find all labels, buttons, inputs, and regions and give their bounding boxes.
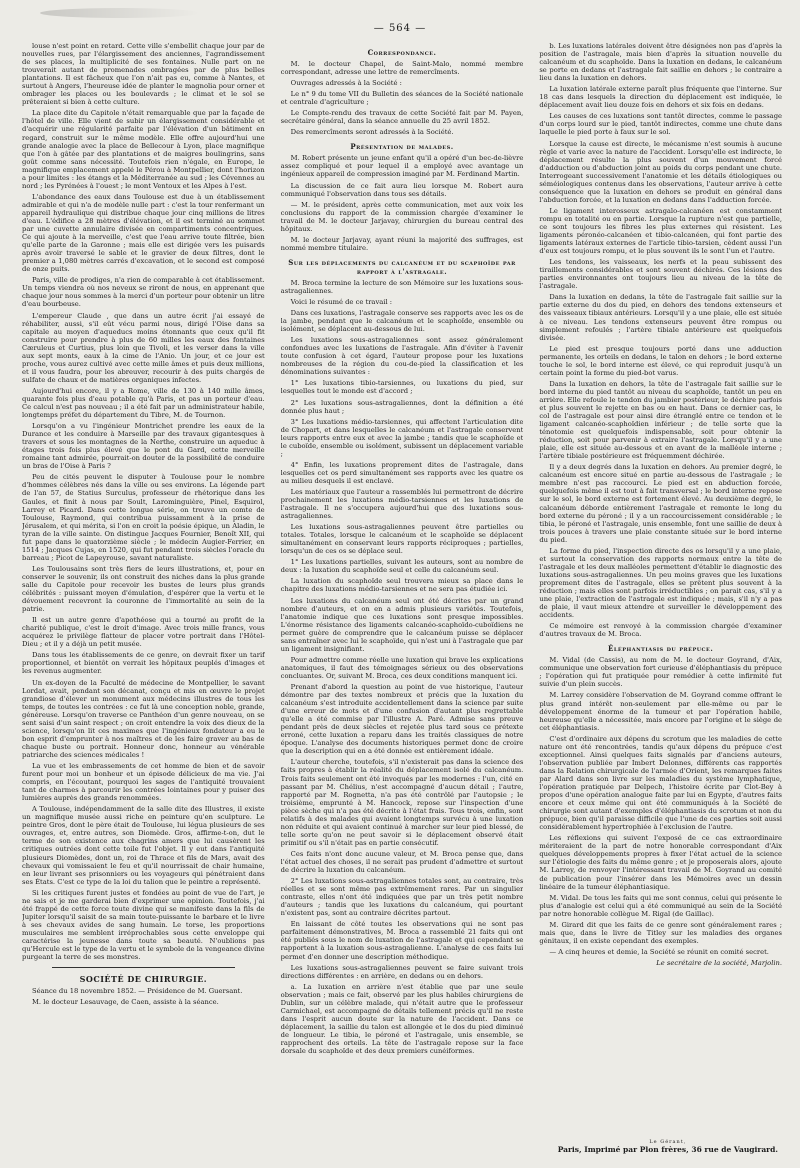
paragraph: L'empereur Claude , que dans un autre écrit j'ai essayé de réhabiliter, aussi, s'il eût vécu parmi nous, dirigé l'Oise dans sa capitale au moyen d'aqueducs moins étonnants que ceux qu'il fit construire pour prendre à plus de 60 milles les eaux des fontaines Cæruleus et Curtius, plus loin que Tivoli, et les verser dans la ville aux sept monts, eaux à la cime de l'Anio. Un jour, et ce jour est proche, vous aurez cultivé avec cette mille âmes et puis deux millions, et il vous faudra, pour les abreuver, recourir à des puits chargés de sulfate de chaux et de matières organiques infectes. (22, 311, 265, 384)
paragraph: — M. le président, après cette communication, met aux voix les conclusions du rapport de la commission chargée d'examiner le travail de M. le docteur Jarjavay, chirurgien du bureau central des hôpitaux. (280, 200, 524, 233)
paragraph: 2° Les luxations sous-astragaliennes totales sont, au contraire, très réelles et se sont même pas extrêmement rares. Par un singulier contraste, elles n'ont été indiquées que par un très petit nombre d'auteurs ; tandis que les luxations du calcanéum, qui pourtant n'existent pas, sont au contraire décrites partout. (280, 877, 524, 918)
paragraph: Ces faits n'ont donc aucune valeur, et M. Broca pense que, dans l'état actuel des choses, il ne serait pas prudent d'admettre et surtout de décrire la luxation du calcanéum. (280, 849, 524, 875)
paragraph: 3° Les luxations médio-tarsiennes, qui affectent l'articulation dite de Chopart, et dans lesquelles le calcanéum et l'astragale conservent leurs rapports entre eux et avec la jambe ; tandis que le scaphoïde et le cuboïde, ensemble ou isolément, subissent un déplacement variable ; (280, 417, 524, 458)
displacement-title: Sur les déplacements du calcanéum et du scaphoïde par rapport à l'astragale. (288, 257, 516, 276)
imprint-gerant: Le Gérant, (649, 1139, 687, 1145)
paragraph: Séance du 18 novembre 1852. — Présidence de M. Guersant. (32, 987, 243, 996)
paragraph: Les causes de ces luxations sont tantôt directes, comme le passage d'un corps lourd sur le pied, tantôt indirectes, comme une chute dans laquelle le pied porte à faux sur le sol. (539, 112, 783, 137)
paragraph: Les luxations sous-astragaliennes peuvent être partielles ou totales. Totales, lorsque le calcanéum et le scaphoïde se déplacent simultanément en conservant leurs rapports réciproques ; partielles, lorsqu'un de ces os se déplace seul. (280, 523, 524, 556)
paragraph: Dans ces luxations, l'astragale conserve ses rapports avec les os de la jambe, pendant que le calcanéum et le scaphoïde, ensemble ou isolément, se déplacent au-dessous de lui. (280, 309, 524, 334)
paragraph: Pour admettre comme réelle une luxation qui brave les explications anatomiques, il faut des témoignages sérieux ou des observations concluantes. Or, suivant M. Broca, ces deux conditions manquent ici. (280, 655, 524, 680)
presentation-body (281, 154, 524, 252)
paragraph: Lorsque la cause est directe, le mécanisme n'est soumis à aucune règle et varie avec la nature de l'accident. Lorsqu'elle est indirecte, le déplacement résulte la plus souvent d'un mouvement forcé d'adduction ou d'abduction joint au poids du corps pendant une chute. Interrogeant successivement l'anatomie et les détails étiologiques ou séméiologiques contenus dans les observations, l'auteur arrive à cette conséquence que la luxation en dehors se produit en général dans l'abduction forcée, et la luxation en dedans dans l'adduction forcée. (539, 139, 783, 204)
paragraph: La luxation du scaphoïde seul trouvera mieux sa place dans le chapitre des luxations médio-tarsiennes et ne sera pas étudiée ici. (280, 577, 524, 594)
paragraph: La discussion de ce fait aura lieu lorsque M. Robert aura communiqué l'observation dans tous ses détails. (280, 181, 524, 198)
paragraph: Dans tous les établissements de ce genre, on devrait fixer un tarif proportionnel, et bientôt on verrait les hôpitaux peuplés d'images et les revenus augmenter. (22, 651, 265, 676)
paragraph: 2° Les luxations sous-astragaliennes, dont la définition a été donnée plus haut ; (280, 398, 524, 415)
paragraph: a. La luxation en arrière n'est établie que par une seule observation ; mais ce fait, observé par les plus habiles chirurgiens de Dublin, sur un célèbre malade, qui n'était autre que le professeur Carmichael, est accompagné de détails tellement précis qu'il ne reste dans l'esprit aucun doute sur la nature de l'accident. Dans ce déplacement, la saillie du talon est allongée et le dos du pied diminué de longueur. Le tibia, le péroné et l'astragale, unis ensemble, se rapprochent des orteils. La tête de l'astragale repose sur la face dorsale du scaphoïde et des deux premiers cunéiformes. (280, 982, 524, 1056)
displacement-body (281, 279, 524, 1055)
paragraph: Le n° 9 du tome VII du Bulletin des séances de la Société nationale et centrale d'agriculture ; (280, 90, 524, 107)
paragraph: Les luxations du calcanéum seul ont été décrites par un grand nombre d'auteurs, et on en a admis plusieurs variétés. Toutefois, l'anatomie indique que ces luxations sont presque impossibles. L'énorme résistance des ligaments calcanéo-scaphoïdo-cuboïdiens ne permet guère de comprendre que le calcanéum puisse se déplacer sans entraîner avec lui le scaphoïde, qui n'est uni à l'astragale que par un ligament insignifiant. (280, 596, 524, 653)
paragraph: Voici le résumé de ce travail : (290, 297, 393, 306)
paragraph: b. Les luxations latérales doivent être désignées non pas d'après la position de l'astragale, mais bien d'après la situation nouvelle du calcanéum et du scaphoïde. Dans la luxation en dedans, le calcanéum se porte en dedans et l'astragale fait saillie en dehors ; le contraire a lieu dans la luxation en dehors. (539, 42, 783, 83)
section-rule (52, 967, 235, 968)
paragraph: Lorsqu'on a vu l'ingénieur Montrichet prendre les eaux de la Durance et les conduire à Marseille par des travaux gigantesques à travers et sous les montagnes de la Nerthe, construire un aqueduc à étages trois fois plus élevé que le pont du Gard, cette merveille romaine tant admirée, pourrait-on douter de la possibilité de conduire un bras de l'Oise à Paris ? (22, 422, 265, 471)
page-number: — 564 — (373, 23, 427, 34)
paragraph: Le Compte-rendu des travaux de cette Société fait par M. Payen, secrétaire général, dans la séance annuelle du 25 avril 1852. (280, 109, 524, 126)
paragraph: La vue et les embrassements de cet homme de bien et de savoir furent pour moi un bonheur et un épisode délicieux de ma vie. J'ai compris, en l'écoutant, pourquoi les sages de l'antiquité trouvaient tant de charmes à parcourir les contrées lointaines pour y puiser des lumières auprès des grands renommées. (22, 761, 265, 803)
paragraph: Les tendons, les vaisseaux, les nerfs et la peau subissent des tiraillements considérables et sont souvent déchirés. Ces lésions des parties environnantes ont toujours lieu au niveau de la tête de l'astragale. (539, 258, 783, 291)
secretary-signature: Le secrétaire de la société, Marjolin. (656, 958, 783, 967)
paragraph: Ouvrages adressés à la Société : (290, 79, 402, 88)
column-3 (539, 42, 782, 1140)
columns (22, 42, 782, 1140)
paragraph: Paris, ville de prodiges, n'a rien de comparable à cet établissement. Un temps viendra où nos neveux se riront de nous, en apprenant que chaque jour nous sommes à la merci d'un porteur pour obtenir un litre d'eau bourbeuse. (22, 276, 265, 309)
paragraph: M. Larrey considère l'observation de M. Goyrand comme offrant le plus grand intérêt non-seulement par elle-même ou par le développement énorme de la tumeur et par l'opération habile, heureuse qu'elle a nécessitée, mais encore par l'origine et le siège de cet éléphantiasis. (539, 691, 783, 732)
column-1-body (22, 42, 265, 961)
society-title: SOCIÉTÉ DE CHIRURGIE. (79, 974, 208, 985)
column-3-body (539, 42, 782, 638)
paragraph: M. Broca termine la lecture de son Mémoire sur les luxations sous-astragaliennes. (280, 278, 524, 295)
column-1 (22, 42, 265, 1140)
paragraph: Les luxations sous-astragaliennes sont assez généralement confondues avec les luxations de l'astragale. Afin d'éviter à l'avenir toute confusion à cet égard, l'auteur propose pour les luxations nombreuses de la région du cou-de-pied la classification et les dénominations suivantes : (280, 336, 524, 377)
paragraph: A Toulouse, indépendamment de la salle dite des Illustres, il existe un magnifique musée aussi riche en peinture qu'en sculpture. Le peintre Gros, dont le père était de Toulouse, lui légua plusieurs de ses ouvrages, et, entre autres, son Diomède. Gros, affirme-t-on, dut le terme de son existence aux chagrins amers que lui causèrent les critiques outrées dont cette toile fut l'objet. Il y eut dans l'antiquité plusieurs Diomèdes, dont un, roi de Thrace et fils de Mars, avait des chevaux qui vomissaient le feu et qu'il nourrissait de chair humaine, en leur livrant ses prisonniers ou les voyageurs qui pénétraient dans ses États. C'est ce type de la loi du talion que le peintre a représenté. (22, 805, 265, 886)
paragraph: Dans la luxation en dedans, la tête de l'astragale fait saillie sur la partie externe du dos du pied, en dehors des tendons extenseurs et des vaisseaux tibiaux antérieurs. Lorsqu'il y a une plaie, elle est située à ce niveau. Les tendons extenseurs peuvent être rompus ou simplement refoulés ; l'artère tibiale antérieure est quelquefois divisée. (539, 293, 783, 342)
paragraph: La forme du pied, l'inspection directe des os lorsqu'il y a une plaie, et surtout la conservation des rapports normaux entre la tête de l'astragale et les deux malléoles permettent d'établir le diagnostic des luxations sous-astragaliennes. Un peu moins graves que les luxations proprement dites de l'astragale, elles se prêtent plus souvent à la réduction ; mais elles sont parfois irréductibles ; on parait cas, s'il y a une plaie, l'extraction de l'astragale est indiquée ; mais, s'il n'y a pas de plaie, il vaut mieux attendre et surveiller le développement des accidents. (539, 546, 783, 620)
paragraph: La luxation latérale externe paraît plus fréquente que l'interne. Sur 18 cas dans lesquels la direction du déplacement est indiquée, le déplacement avait lieu douze fois en dehors et six fois en dedans. (539, 85, 783, 110)
paragraph: Prenant d'abord la question au point de vue historique, l'auteur démontre par des textes nombreux et précis que la luxation du calcanéum s'est introduite accidentellement dans la science par suite d'une erreur de mots et d'une confusion d'autant plus regrettable qu'elle a été commise par l'illustre A. Paré. Admise sans preuve pendant près de deux siècles et rejetée plus tard sous ce prétexte erroné, cette luxation a reparu dans les traités classiques de notre époque. L'analyse des documents historiques permet donc de croire que la description qui en a été donnée est entièrement idéale. (280, 683, 524, 756)
paragraph: M. Robert présente un jeune enfant qu'il a opéré d'un bec-de-lièvre assez compliqué et pour lequel il a employé avec avantage un ingénieux appareil de compression imaginé par M. Ferdinand Martin. (280, 154, 524, 179)
paragraph: Ce mémoire est renvoyé à la commission chargée d'examiner d'autres travaux de M. Broca. (539, 622, 783, 639)
page-header (0, 16, 800, 35)
paragraph: M. le docteur Lesauvage, de Caen, assiste à la séance. (32, 998, 219, 1007)
paragraph: Dans la luxation en dehors, la tête de l'astragale fait saillie sur le bord interne du pied tantôt au niveau du scaphoïde, tantôt un peu en arrière. Elle refoule le tendon du jambier postérieur, le déchire parfois et plus souvent le rejette en bas ou en haut. Dans ce dernier cas, le col de l'astragale est pour ainsi dire étranglé entre ce tendon et le ligament calcanéo-scaphoïdien inférieur ; de telle sorte que la ténotomie est quelquefois indispensable, soit pour obtenir la réduction, soit pour parvenir à extraire l'astragale. Lorsqu'il y a une plaie, elle est située au-dessous et en avant de la malléole interne ; l'artère tibiale postérieure est fréquemment déchirée. (539, 379, 783, 461)
correspondence-title: Correspondance. (367, 48, 437, 57)
paragraph: Il est un autre genre d'apothéose qui a tourné au profit de la charité publique, c'est le droit d'image. Avec trois mille francs, vous acquérez le privilège flatteur de placer votre portrait dans l'Hôtel-Dieu ; et il y a déjà un petit musée. (22, 616, 265, 649)
paragraph: Aujourd'hui encore, il y a Rome, ville de 130 à 140 mille âmes, quarante fois plus d'eau potable qu'à Paris, et pas un porteur d'eau. Ce calcul n'est pas nouveau ; il a été fait par un administrateur habile, longtemps préfet du département du Tibre, M. de Tournon. (22, 386, 265, 420)
paragraph: Le ligament interosseux astragalo-calcanéen est constamment rompu en totalité ou en partie. Lorsque la rupture n'est que partielle, ce sont toujours les fibres les plus externes qui résistent. Les ligaments péronéo-calcanéen et tibio-calcanéen, qui font partie des ligaments latéraux externes de l'article tibio-tarsien, cèdent aussi l'un d'eux est toujours rompu, et le plus souvent ils le sont l'un et l'autre. (539, 206, 783, 256)
paragraph: Peu de cités peuvent le disputer à Toulouse pour le nombre d'hommes célèbres nés dans la ville ou ses environs. La légende part de l'an 57, de Statius Surculus, professeur de rhétorique dans les Gaules, et finit à nous par Soult, Larominguière, Pinel, Esquirol, Larrey et Picard. Dans cette longue série, on trouve un comte de Toulouse, Raymond, qui contribua puissamment à la prise de Jérusalem, et qui mérita, si l'on en croit la poésie épique, un Aladin, le tyran de la ville sainte. On distingue Jacques Fournier, Benoît XII, qui fut pape dans le quatorzième siècle ; le médecin Augier-Ferrier, en 1514 ; Jacques Cujas, en 1520, qui fut pendant trois siècles l'oracle du barreau ; Picot de Lapeyrouse, savant naturaliste. (22, 473, 265, 562)
paragraph: M. Vidal. De tous les faits qui me sont connus, celui qui présente le plus d'analogie est celui qui a été communiqué au sein de la Société par notre honorable collègue M. Rigal (de Gaillac). (539, 893, 783, 918)
paragraph: Un ex-doyen de la Faculté de médecine de Montpellier, le savant Lordat, avait, pendant son décanat, conçu et mis en œuvre le projet grandiose d'élever un monument aux médecins illustres de tous les temps, de toutes les contrées : ce fut là une conception noble, grande, généreuse. Lorsqu'on traverse ce Panthéon d'un genre nouveau, on se sent saisi d'un saint respect ; on croit entendre la voix des dieux de la science, lorsqu'on lit ces maximes que l'ingénieux fondateur a eu le bon esprit d'emprunter à nos maîtres et de les faire graver au bas de chaque buste ou portrait. Honneur donc, honneur au vénérable patriarche des sciences médicales ! (22, 678, 265, 759)
paragraph: En laissant de côté toutes les observations qui ne sont pas parfaitement démonstratives, M. Broca a rassemblé 21 faits qui ont été publiés sous le nom de luxation de l'astragale et qui cependant se rapportent à la luxation sous-astragalienne. L'analyse de ces faits lui permet d'en donner une description méthodique. (280, 920, 524, 961)
elephantiasis-body (539, 656, 782, 956)
paragraph: Des remercîments seront adressés à la Société. (290, 128, 454, 137)
paragraph: Si les critiques furent justes et fondées au point de vue de l'art, je ne sais et je me garderai bien d'exprimer une opinion. Toutefois, j'ai été frappé de cette force toute divine qui se manifeste dans la fils de Jupiter lorsqu'il saisit de sa main toute-puissante le barbare et le livre à ses chevaux avides de sang humain. Le torse, les proportions musculaires me semblent irréprochables sous cette enveloppe qui caractérise la jeunesse dans toute sa beauté. N'oublions pas qu'Hercule est le type de la vertu et le symbole de la vengeance divine purgeant la terre de ses monstres. (22, 888, 265, 962)
imprint-line: Paris, Imprimé par Plon frères, 36 rue de Vaugirard. (557, 1145, 778, 1154)
paragraph: Le pied est presque toujours porté dans une adduction permanente, les orteils en dedans, le talon en dehors ; le bord externe touche le sol, le bord interne est élevé, ce qui reproduit jusqu'à un certain point la forme du pied-bot varus. (539, 344, 783, 377)
paragraph: M. Vidal (de Cassis), au nom de M. le docteur Goyrand, d'Aix, communique une observation fort curieuse d'éléphantiasis du prépuce ; l'opération qui fut pratiquée pour remédier à cette infirmité fut suivie d'un plein succès. (539, 656, 783, 689)
paragraph: Les Toulousains sont très fiers de leurs illustrations, et, pour en conserver le souvenir, ils ont construit des niches dans la plus grande salle du Capitole pour recevoir les bustes de leurs plus grands célébrités : puissant moyen d'émulation, d'espérer que la vertu et le dévouement recevront la couronne de l'immortalité au sein de la patrie. (22, 564, 265, 614)
elephantiasis-title: Éléphantiasis du prépuce. (608, 644, 714, 654)
paragraph: M. Girard dit que les faits de ce genre sont généralement rares ; mais que, dans le livre de Titley sur les maladies des organes génitaux, il en existe cependant des exemples. (539, 920, 783, 945)
paragraph: louse n'est point en retard. Cette ville s'embellit chaque jour par de nouvelles rues, par l'élargissement des anciennes, l'agrandissement de ses places, la multiplicité de ses fontaines. Nulle part on ne trouverait autant de promenades ombragées par de plus belles plantations. Il est fâcheux que l'on n'ait pas eu, comme à Nantes, et surtout à Angers, l'heureuse idée de planter le magnolia pour orner et ombrager les places ou les boulevards ; le climat et le sol se prêteraient si bien à cette culture. (22, 42, 265, 107)
paragraph: La place dite du Capitole n'était remarquable que par la façade de l'hôtel de ville. Elle vient de subir un élargissement considérable et d'acquérir une régularité parfaite par l'élévation d'un bâtiment en regard, construit sur le même modèle. Elle offre aujourd'hui une grande analogie avec la place de Bellecour à Lyon, place magnifique que l'on à gâtée par des plantations et de maigres boulingrins, sans goût comme sans nécessité. Toutefois rien n'égale, en Europe, le magnifique emplacement appelé le Pérou à Montpellier, dont l'horizon a pour limites : les étangs et la Méditerranée au sud ; les Cévennes au nord ; les Pyrénées à l'ouest ; le mont Ventoux et les Alpes à l'est. (22, 109, 265, 190)
presentation-title: Présentation de malades. (350, 142, 454, 152)
paragraph: — A cinq heures et demie, la Société se réunit en comité secret. (549, 947, 769, 956)
paragraph: M. le docteur Jarjavay, ayant réuni la majorité des suffrages, est nommé membre titulaire. (280, 235, 524, 252)
paragraph: Les matériaux que l'auteur a rassemblés lui permettront de décrire prochainement les luxations médio-tarsiennes et les luxations de l'astragale. Il ne s'occupera aujourd'hui que des luxations sous-astragaliennes. (280, 487, 524, 521)
paragraph: 1° Les luxations partielles, suivant les auteurs, sont au nombre de deux : la luxation du scaphoïde seul et celle du calcanéum seul. (280, 558, 524, 575)
paragraph: 4° Enfin, les luxations proprement dites de l'astragale, dans lesquelles cet os perd simultanément ses rapports avec les quatre os au milieu desquels il est enclavé. (280, 460, 524, 485)
paragraph: 1° Les luxations tibio-tarsiennes, ou luxations du pied, sur lesquelles tout le monde est d'accord ; (280, 379, 524, 396)
paragraph: M. le docteur Chapel, de Saint-Malo, nommé membre correspondant, adresse une lettre de remercîments. (280, 60, 524, 77)
correspondence-body (281, 60, 524, 136)
paragraph: L'abondance des eaux dans Toulouse est due à un établissement admirable et qui n'a de modèle nulle part : c'est la tour renfermant un appareil hydraulique qui distribue chaque jour cinq millions de litres d'eau. L'édifice a 28 mètres d'élévation, et il est terminé au sommet par une cuvette annulaire divisée en compartiments concentriques. Ce qui ajoute à la merveille, c'est que l'eau arrive toute filtrée, bien qu'elle parte de la Garonne ; mais elle est dirigée vers les puisards après avoir traversé le sable et le gravier de deux filtres, dont le premier a 1,080 mètres carrés d'excavation, et le second est composé de onze puits. (22, 192, 265, 274)
paragraph: Il y a deux degrés dans la luxation en dehors. Au premier degré, le calcanéum est encore situé en partie au-dessous de l'astragale ; le membre n'est pas raccourci. Le pied est en abduction forcée, quelquefois même il est tout à fait transversal ; le bord interne repose sur le sol, le bord externe est fortement élevé. Au deuxième degré, le calcanéum déborde entièrement l'astragale et remonte le long du bord externe du péroné ; il y a un raccourcissement considérable ; le tibia, le péroné et l'astragale, unis ensemble, font une saillie de deux à trois pouces à travers une plaie constante située sur le bord interne du pied. (539, 463, 783, 544)
paragraph: C'est d'ordinaire aux dépens du scrotum que les maladies de cette nature ont été rencontrées, tandis qu'aux dépens du prépuce c'est exceptionnel. Ainsi quelques faits signalés par d'anciens auteurs, l'observation publiée par Imbert Delonnes, différents cas rapportés dans la Relation chirurgicale de l'armée d'Orient, les remarques faites par Alard dans son livre sur les maladies du système lymphatique, l'opération pratiquée par Delpech, l'histoire écrite par Clot-Bey à propos d'une opération analogue faite par lui en Égypte, d'autres faits encore et ceux même qui ont été communiqués à la Société de chirurgie sont autant d'exemples d'éléphantiasis du scrotum et non du prépuce, bien qu'il paraisse difficile que l'une de ces parties soit aussi considérablement hypertrophiée à l'exclusion de l'autre. (539, 734, 783, 832)
paragraph: Les réflexions qui suivent l'exposé de ce cas extraordinaire mériteraient de la part de notre honorable correspondant d'Aix quelques développements propres à fixer l'état actuel de la science sur l'étiologie des faits du même genre ; et je proposerais alors, ajoute M. Larrey, de renvoyer l'intéressant travail de M. Goyrand au comité de publication pour l'insérer dans les Mémoires avec un dessin linéaire de la tumeur éléphantiasique. (539, 834, 783, 891)
imprint (558, 1139, 778, 1154)
society-body (22, 987, 265, 1006)
column-2 (281, 42, 524, 1140)
paragraph: L'auteur cherche, toutefois, s'il n'existerait pas dans la science des faits propres à établir la réalité du déplacement isolé du calcanéum. Trois faits seulement ont été invoqués par les modernes : l'un, cité en passant par M. Chélius, n'est accompagné d'aucun détail ; l'autre, rapporté par M. Rognetta, n'a pas été contrôlé par l'autopsie ; le troisième, emprunté à M. Hancock, repose sur l'inspection d'une pièce sèche qui n'a pas été décrite à l'état frais. Tous trois, enfin, sont relatifs à des malades qui avaient longtemps survécu à une luxation non réduite et qui avaient continué à marcher sur leur pied blessé, de telle sorte qu'on ne peut savoir si le déplacement observé était primitif ou s'il n'était pas en partie consécutif. (280, 758, 524, 847)
paragraph: Les luxations sous-astragaliennes peuvent se faire suivant trois directions différentes : en arrière, en dedans ou en dehors. (280, 963, 524, 980)
